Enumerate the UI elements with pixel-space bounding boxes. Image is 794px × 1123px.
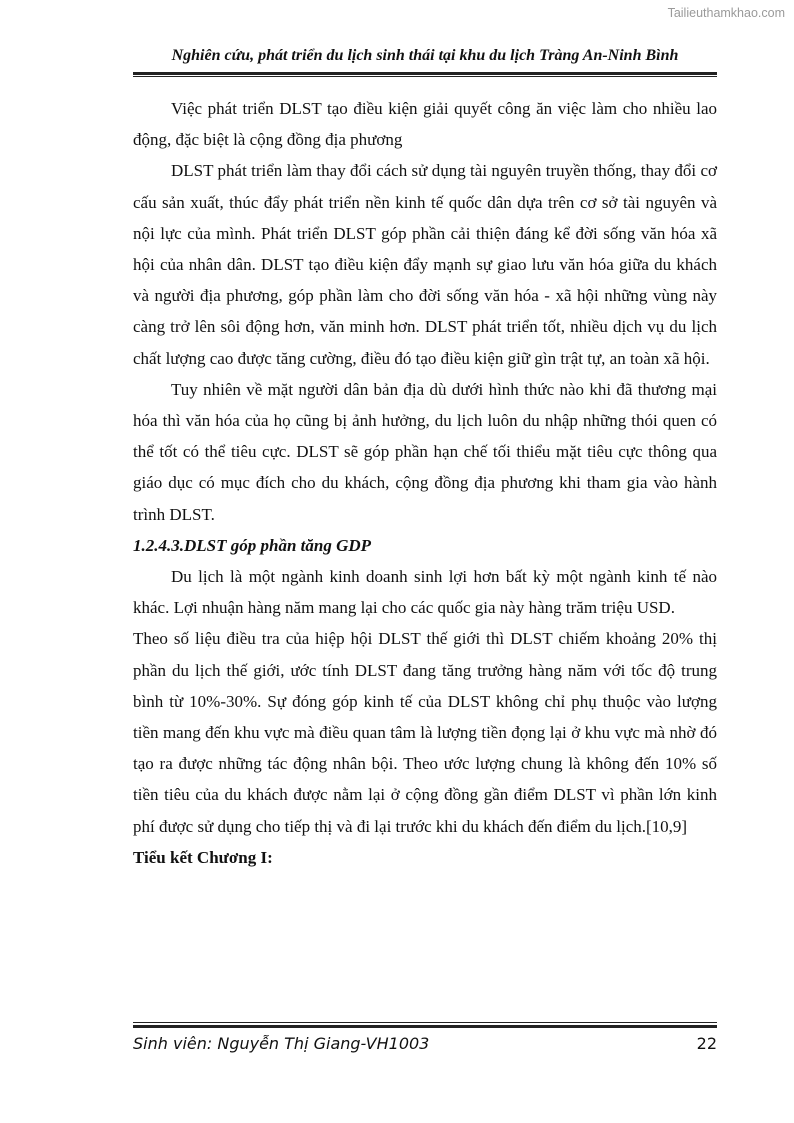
chapter-summary-heading: Tiểu kết Chương I:	[133, 847, 273, 867]
paragraph: Theo số liệu điều tra của hiệp hội DLST thế giới thì DLST chiếm khoảng 20% thị phần du lịch thế giới, ước tính DLST đang tăng trưởng hàng năm với tốc độ trung bình từ 10%-30%. Sự đóng góp kinh tế của DLST không chỉ phụ thuộc vào lượng tiền mang đến khu vực mà điều quan tâm là lượng tiền đọng lại ở khu vực mà nhờ đó tạo ra được những tác động nhân bội. Theo ước lượng chung là không đến 10% số tiền tiêu của du khách được nằm lại ở cộng đồng gần điểm DLST vì phần lớn kinh phí được sử dụng cho tiếp thị và đi lại trước khi du khách đến điểm du lịch.[10,9]	[133, 629, 717, 836]
document-body	[133, 93, 717, 873]
footer-rule-thick	[133, 1025, 717, 1028]
header-rule-thick	[133, 72, 717, 75]
paragraph: Du lịch là một ngành kinh doanh sinh lợi hơn bất kỳ một ngành kinh tế nào khác. Lợi nhuận hàng năm mang lại cho các quốc gia này hàng trăm triệu USD.	[133, 567, 717, 618]
footer-rule-thin	[133, 1022, 717, 1023]
watermark: Tailieuthamkhao.com	[667, 6, 785, 20]
header-rule-thin	[133, 76, 717, 77]
running-header: Nghiên cứu, phát triển du lịch sinh thái tại khu du lịch Tràng An-Ninh Bình	[171, 47, 679, 64]
footer-student: Sinh viên: Nguyễn Thị Giang-VH1003	[133, 1034, 430, 1053]
section-heading: 1.2.4.3.DLST góp phần tăng GDP	[133, 535, 372, 555]
paragraph: Việc phát triển DLST tạo điều kiện giải quyết công ăn việc làm cho nhiều lao động, đặc biệt là cộng đồng địa phương	[133, 99, 717, 150]
paragraph: DLST phát triển làm thay đổi cách sử dụng tài nguyên truyền thống, thay đổi cơ cấu sản xuất, thúc đẩy phát triển nền kinh tế quốc dân dựa trên cơ sở tài nguyên và nội lực của mình. Phát triển DLST góp phần cải thiện đáng kể đời sống văn hóa xã hội của nhân dân. DLST tạo điều kiện đẩy mạnh sự giao lưu văn hóa giữa du khách và người địa phương, góp phần làm cho đời sống văn hóa - xã hội những vùng này càng trở lên sôi động hơn, văn minh hơn. DLST phát triển tốt, nhiều dịch vụ du lịch chất lượng cao được tăng cường, điều đó tạo điều kiện giữ gìn trật tự, an toàn xã hội.	[133, 161, 717, 368]
paragraph: Tuy nhiên về mặt người dân bản địa dù dưới hình thức nào khi đã thương mại hóa thì văn hóa của họ cũng bị ảnh hưởng, du lịch luôn du nhập những thói quen có thể tốt có thể tiêu cực. DLST sẽ góp phần hạn chế tối thiểu mặt tiêu cực thông qua giáo dục có mục đích cho du khách, cộng đồng địa phương khi tham gia vào hành trình DLST.	[133, 379, 717, 524]
page-number: 22	[696, 1034, 717, 1053]
